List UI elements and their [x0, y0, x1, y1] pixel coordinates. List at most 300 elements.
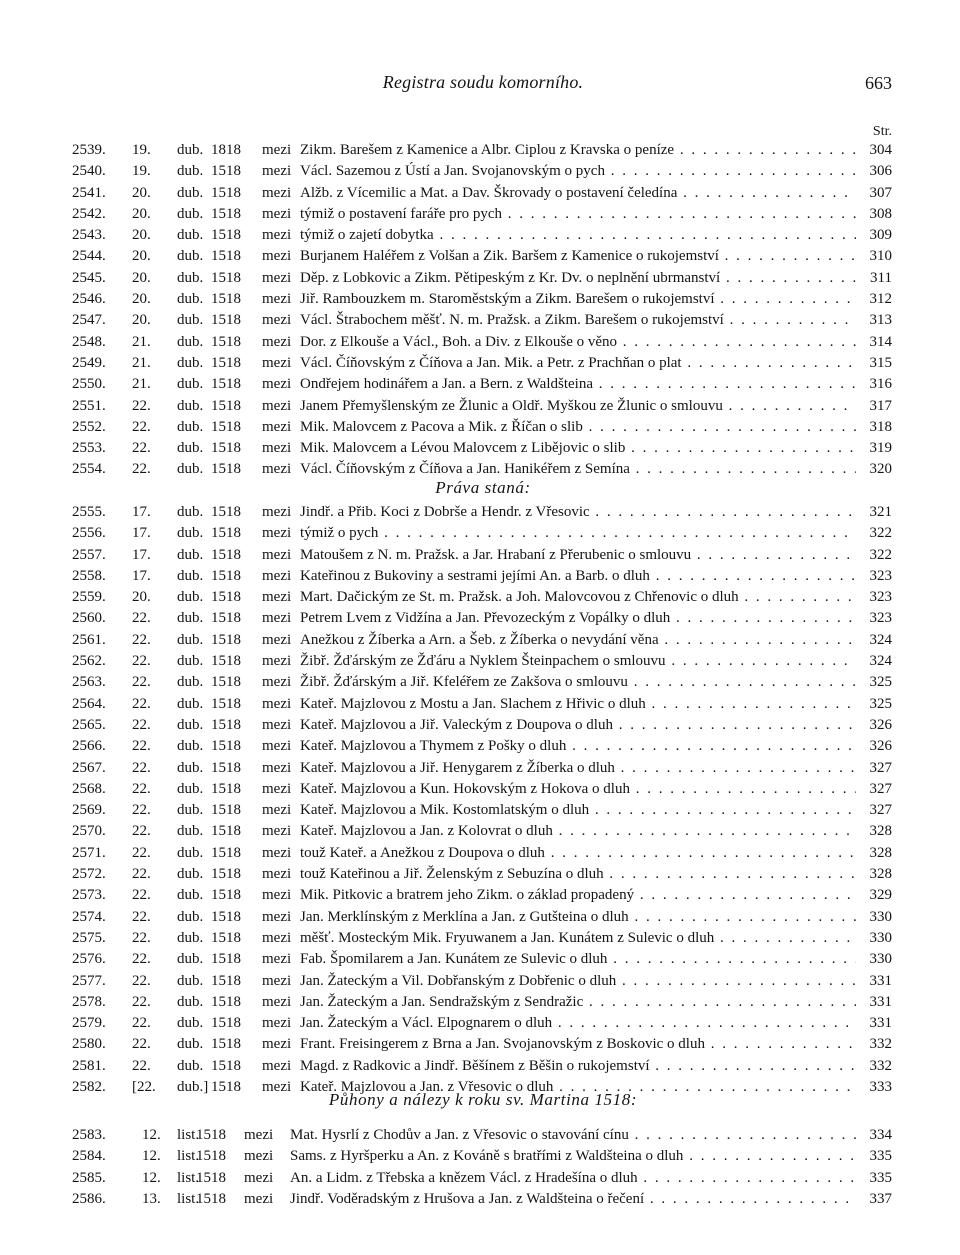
entry-year: 1518 — [211, 525, 241, 542]
entry-month: list. — [177, 1148, 200, 1165]
entry-mezi: mezi — [262, 312, 292, 329]
entry-day: 17. — [132, 504, 151, 520]
entry-mezi: mezi — [262, 908, 292, 925]
entry-year: 1518 — [211, 716, 241, 733]
entry-year: 1518 — [211, 759, 241, 776]
register-entry — [72, 225, 894, 246]
entry-page-ref: 335 — [869, 1148, 892, 1165]
entry-year: 1518 — [211, 780, 241, 797]
entry-page-ref: 315 — [869, 354, 892, 371]
entry-mezi: mezi — [262, 844, 292, 861]
entry-mezi: mezi — [262, 695, 292, 712]
entry-page-ref: 312 — [869, 291, 892, 308]
entry-number: 2550. — [72, 376, 106, 393]
entry-year: 1518 — [211, 546, 241, 563]
entry-list-section-3 — [72, 1125, 894, 1210]
entry-month: dub. — [177, 461, 204, 478]
entry-mezi: mezi — [262, 610, 292, 627]
entry-year: 1518 — [211, 269, 241, 286]
register-entry — [72, 971, 894, 992]
entry-year: 1518 — [211, 397, 241, 414]
entry-number: 2544. — [72, 248, 106, 265]
entry-month: dub. — [177, 227, 204, 244]
entry-list-section-2 — [72, 502, 894, 1098]
entry-day: 20. — [132, 184, 151, 201]
register-entry — [72, 140, 894, 161]
entry-mezi: mezi — [262, 780, 292, 797]
entry-month: dub.] — [177, 1079, 209, 1096]
entry-mezi: mezi — [262, 142, 292, 158]
entry-parties: touž Kateř. a Anežkou z Doupova o dluh . . . — [300, 843, 856, 864]
entry-day: 20. — [132, 269, 151, 286]
entry-parties: Fab. Špomilarem a Jan. Kunátem ze Sulevic o dluh . . . — [300, 949, 856, 970]
entry-parties: týmiž o pych . . . — [300, 523, 856, 544]
entry-number: 2566. — [72, 738, 106, 755]
entry-number: 2543. — [72, 227, 106, 244]
register-entry — [72, 353, 894, 374]
entry-day: 22. — [132, 1057, 151, 1074]
register-entry — [72, 928, 894, 949]
entry-parties: Mik. Pitkovic a bratrem jeho Zikm. o základ propadený . . . — [300, 885, 856, 906]
entry-year: 1518 — [211, 674, 241, 691]
entry-page-ref: 306 — [869, 163, 892, 180]
register-entry — [72, 204, 894, 225]
entry-parties: touž Kateřinou a Jiř. Želenským z Sebuzína o dluh . . . — [300, 864, 856, 885]
entry-year: 1518 — [211, 631, 241, 648]
section-heading-prava-stana: Práva staná: — [435, 478, 531, 497]
entry-month: dub. — [177, 567, 204, 584]
entry-month: list. — [177, 1127, 200, 1143]
register-entry — [72, 1034, 894, 1055]
register-entry — [72, 545, 894, 566]
entry-month: dub. — [177, 844, 204, 861]
entry-mezi: mezi — [244, 1148, 274, 1165]
entry-year: 1518 — [211, 461, 241, 478]
entry-page-ref: 324 — [869, 653, 892, 670]
entry-month: dub. — [177, 823, 204, 840]
entry-month: list. — [177, 1190, 200, 1207]
entry-number: 2553. — [72, 440, 106, 457]
entry-parties: Mik. Malovcem a Lévou Malovcem z Liběјovic o slib . . . — [300, 438, 856, 459]
entry-parties: Dor. z Elkouše a Václ., Boh. a Div. z Elkouše o věno . . . — [300, 332, 856, 353]
entry-number: 2570. — [72, 823, 106, 840]
entry-day: 22. — [132, 993, 151, 1010]
entry-day: 22. — [132, 823, 151, 840]
entry-parties: Sams. z Hyršperku a An. z Kováně s bratřími z Waldšteina o dluh . . . — [290, 1146, 856, 1167]
entry-month: dub. — [177, 674, 204, 691]
entry-mezi: mezi — [262, 631, 292, 648]
entry-number: 2568. — [72, 780, 106, 797]
entry-day: 22. — [132, 1036, 151, 1053]
entry-number: 2571. — [72, 844, 106, 861]
register-entry — [72, 992, 894, 1013]
entry-parties: Mat. Hysrlí z Chodův a Jan. z Vřesovic o stavování cínu . . . — [290, 1125, 856, 1146]
entry-mezi: mezi — [244, 1169, 274, 1186]
entry-year: 1518 — [211, 248, 241, 265]
page-header — [72, 72, 894, 102]
entry-mezi: mezi — [262, 546, 292, 563]
entry-number: 2555. — [72, 504, 106, 520]
entry-mezi: mezi — [262, 653, 292, 670]
entry-month: dub. — [177, 866, 204, 883]
entry-year: 1518 — [211, 802, 241, 819]
entry-year: 1518 — [211, 376, 241, 393]
register-entry — [72, 246, 894, 267]
entry-page-ref: 304 — [869, 142, 892, 158]
entry-year: 1518 — [211, 972, 241, 989]
entry-month: dub. — [177, 716, 204, 733]
entry-month: dub. — [177, 142, 204, 158]
entry-mezi: mezi — [262, 440, 292, 457]
entry-mezi: mezi — [262, 376, 292, 393]
entry-page-ref: 331 — [869, 993, 892, 1010]
entry-day: 20. — [132, 291, 151, 308]
entry-day: 22. — [132, 929, 151, 946]
entry-year: 1518 — [211, 738, 241, 755]
entry-mezi: mezi — [262, 1057, 292, 1074]
entry-year: 1518 — [211, 205, 241, 222]
entry-page-ref: 337 — [869, 1190, 892, 1207]
entry-number: 2557. — [72, 546, 106, 563]
entry-day: [22. — [132, 1079, 156, 1096]
entry-month: dub. — [177, 354, 204, 371]
entry-day: 22. — [132, 716, 151, 733]
entry-day: 19. — [132, 142, 151, 158]
register-entry — [72, 587, 894, 608]
entry-page-ref: 329 — [869, 887, 892, 904]
entry-parties: Kateř. Majzlovou a Kun. Hokovským z Hokova o dluh . . . — [300, 779, 856, 800]
entry-mezi: mezi — [262, 291, 292, 308]
entry-day: 22. — [132, 908, 151, 925]
entry-day: 20. — [132, 589, 151, 606]
entry-mezi: mezi — [262, 1015, 292, 1032]
register-entry — [72, 715, 894, 736]
entry-mezi: mezi — [262, 163, 292, 180]
register-entry — [72, 310, 894, 331]
entry-number: 2579. — [72, 1015, 106, 1032]
entry-page-ref: 309 — [869, 227, 892, 244]
entry-page-ref: 321 — [869, 504, 892, 520]
entry-parties: Žibř. Žďárským ze Žďáru a Nyklem Šteinpachem o smlouvu . . . — [300, 651, 856, 672]
entry-parties: Václ. Štrabochem měšť. N. m. Pražsk. a Zikm. Barešem o rukojemství . . . — [300, 310, 856, 331]
entry-year: 1518 — [211, 163, 241, 180]
entry-number: 2581. — [72, 1057, 106, 1074]
entry-year: 1518 — [211, 823, 241, 840]
register-entry — [72, 502, 894, 523]
entry-parties: Děp. z Lobkovic a Zikm. Pětipeským z Kr. Dv. o neplnění ubrmanství . . . — [300, 268, 856, 289]
entry-parties: Kateř. Majzlovou a Jan. z Kolovrat o dluh . . . — [300, 821, 856, 842]
entry-month: list. — [177, 1169, 200, 1186]
entry-page-ref: 328 — [869, 844, 892, 861]
register-entry — [72, 268, 894, 289]
entry-month: dub. — [177, 908, 204, 925]
entry-page-ref: 314 — [869, 333, 892, 350]
entry-year: 1518 — [196, 1127, 226, 1143]
entry-mezi: mezi — [262, 716, 292, 733]
entry-page-ref: 323 — [869, 610, 892, 627]
entry-page-ref: 316 — [869, 376, 892, 393]
entry-day: 22. — [132, 695, 151, 712]
entry-page-ref: 317 — [869, 397, 892, 414]
entry-day: 20. — [132, 227, 151, 244]
entry-year: 1518 — [211, 1036, 241, 1053]
entry-list-section-1 — [72, 140, 894, 481]
register-entry — [72, 694, 894, 715]
entry-page-ref: 330 — [869, 908, 892, 925]
entry-year: 1518 — [211, 610, 241, 627]
register-entry — [72, 608, 894, 629]
entry-month: dub. — [177, 695, 204, 712]
entry-day: 17. — [132, 525, 151, 542]
entry-mezi: mezi — [244, 1127, 274, 1143]
entry-number: 2556. — [72, 525, 106, 542]
entry-month: dub. — [177, 738, 204, 755]
register-entry — [72, 630, 894, 651]
entry-parties: Janem Přemyšlenským ze Žlunic a Oldř. Myškou ze Žlunic o smlouvu . . . — [300, 396, 856, 417]
entry-month: dub. — [177, 312, 204, 329]
entry-page-ref: 320 — [869, 461, 892, 478]
entry-month: dub. — [177, 653, 204, 670]
entry-page-ref: 325 — [869, 695, 892, 712]
entry-day: 22. — [132, 1015, 151, 1032]
entry-number: 2574. — [72, 908, 106, 925]
entry-number: 2541. — [72, 184, 106, 201]
entry-number: 2577. — [72, 972, 106, 989]
entry-day: 13. — [142, 1190, 161, 1207]
entry-page-ref: 322 — [869, 525, 892, 542]
entry-parties: Jindř. a Přib. Koci z Dobrše a Hendr. z Vřesovic . . . — [300, 502, 856, 523]
entry-parties: Václ. Sazemou z Ústí a Jan. Svojanovským o pych . . . — [300, 161, 856, 182]
entry-mezi: mezi — [262, 418, 292, 435]
entry-day: 22. — [132, 631, 151, 648]
entry-number: 2559. — [72, 589, 106, 606]
entry-parties: Kateř. Majzlovou a Thymem z Pošky o dluh . . . — [300, 736, 856, 757]
entry-day: 21. — [132, 376, 151, 393]
entry-mezi: mezi — [262, 589, 292, 606]
entry-page-ref: 319 — [869, 440, 892, 457]
register-entry — [72, 523, 894, 544]
entry-page-ref: 328 — [869, 866, 892, 883]
entry-page-ref: 328 — [869, 823, 892, 840]
entry-month: dub. — [177, 780, 204, 797]
entry-mezi: mezi — [262, 759, 292, 776]
entry-year: 1518 — [211, 227, 241, 244]
entry-parties: Jan. Žateckým a Jan. Sendražským z Sendražic . . . — [300, 992, 856, 1013]
entry-parties: Jan. Žateckým a Václ. Elpognarem o dluh . . . — [300, 1013, 856, 1034]
entry-number: 2561. — [72, 631, 106, 648]
entry-number: 2539. — [72, 142, 106, 158]
entry-number: 2576. — [72, 951, 106, 968]
entry-parties: týmiž o zajetí dobytka . . . — [300, 225, 856, 246]
entry-page-ref: 322 — [869, 546, 892, 563]
entry-number: 2546. — [72, 291, 106, 308]
entry-day: 22. — [132, 653, 151, 670]
entry-number: 2564. — [72, 695, 106, 712]
register-entry — [72, 1168, 894, 1189]
entry-day: 12. — [142, 1169, 161, 1186]
entry-day: 19. — [132, 163, 151, 180]
entry-year: 1518 — [211, 653, 241, 670]
entry-page-ref: 327 — [869, 759, 892, 776]
register-entry — [72, 438, 894, 459]
register-entry — [72, 1056, 894, 1077]
entry-year: 1518 — [211, 993, 241, 1010]
entry-mezi: mezi — [262, 823, 292, 840]
entry-day: 22. — [132, 610, 151, 627]
entry-parties: Václ. Číňovským z Číňova a Jan. Mik. a Petr. z Prachňan o plat . . . — [300, 353, 856, 374]
entry-day: 20. — [132, 248, 151, 265]
entry-number: 2583. — [72, 1127, 106, 1143]
entry-year: 1518 — [211, 418, 241, 435]
entry-page-ref: 324 — [869, 631, 892, 648]
entry-number: 2575. — [72, 929, 106, 946]
entry-parties: Ondřejem hodinářem a Jan. a Bern. z Waldšteina . . . — [300, 374, 856, 395]
entry-year: 1518 — [211, 333, 241, 350]
entry-month: dub. — [177, 972, 204, 989]
entry-day: 22. — [132, 887, 151, 904]
entry-month: dub. — [177, 631, 204, 648]
entry-parties: Frant. Freisingerem z Brna a Jan. Svojanovským z Boskovic o dluh . . . — [300, 1034, 856, 1055]
entry-day: 22. — [132, 440, 151, 457]
entry-page-ref: 313 — [869, 312, 892, 329]
entry-parties: Václ. Číňovským z Číňova a Jan. Hanikéřem z Semína . . . — [300, 459, 856, 480]
entry-day: 20. — [132, 312, 151, 329]
entry-day: 22. — [132, 780, 151, 797]
entry-mezi: mezi — [262, 802, 292, 819]
entry-number: 2551. — [72, 397, 106, 414]
entry-parties: Jiř. Rambouzkem m. Staroměstským a Zikm. Barešem o rukojemství . . . — [300, 289, 856, 310]
entry-mezi: mezi — [262, 738, 292, 755]
entry-mezi: mezi — [262, 866, 292, 883]
entry-mezi: mezi — [262, 461, 292, 478]
entry-mezi: mezi — [262, 504, 292, 520]
entry-year: 1518 — [211, 1057, 241, 1074]
entry-number: 2548. — [72, 333, 106, 350]
entry-year: 1818 — [211, 142, 241, 158]
register-entry — [72, 907, 894, 928]
entry-mezi: mezi — [262, 205, 292, 222]
entry-day: 17. — [132, 546, 151, 563]
entry-month: dub. — [177, 546, 204, 563]
entry-parties: Jan. Žateckým a Vil. Dobřanským z Dobřenic o dluh . . . — [300, 971, 856, 992]
entry-month: dub. — [177, 1057, 204, 1074]
entry-parties: Zikm. Barešem z Kamenice a Albr. Ciplou z Kravska o peníze . . . — [300, 140, 856, 161]
entry-year: 1518 — [211, 695, 241, 712]
entry-page-ref: 327 — [869, 780, 892, 797]
entry-mezi: mezi — [262, 674, 292, 691]
entry-page-ref: 327 — [869, 802, 892, 819]
entry-number: 2549. — [72, 354, 106, 371]
register-entry — [72, 800, 894, 821]
entry-mezi: mezi — [262, 887, 292, 904]
entry-year: 1518 — [196, 1148, 226, 1165]
entry-day: 20. — [132, 205, 151, 222]
entry-number: 2582. — [72, 1079, 106, 1096]
entry-day: 22. — [132, 802, 151, 819]
entry-year: 1518 — [211, 929, 241, 946]
entry-year: 1518 — [211, 866, 241, 883]
entry-parties: Mik. Malovcem z Pacova a Mik. z Říčan o slib . . . — [300, 417, 856, 438]
register-entry — [72, 1013, 894, 1034]
entry-number: 2572. — [72, 866, 106, 883]
entry-number: 2580. — [72, 1036, 106, 1053]
entry-page-ref: 325 — [869, 674, 892, 691]
entry-number: 2562. — [72, 653, 106, 670]
entry-mezi: mezi — [244, 1190, 274, 1207]
section-heading-puhony: Půhony a nálezy k roku sv. Martina 1518: — [328, 1090, 638, 1109]
page-number: 663 — [865, 73, 892, 93]
entry-month: dub. — [177, 333, 204, 350]
register-entry — [72, 885, 894, 906]
entry-number: 2578. — [72, 993, 106, 1010]
entry-number: 2567. — [72, 759, 106, 776]
entry-mezi: mezi — [262, 184, 292, 201]
entry-parties: Kateř. Majzlovou a Jan. z Vřesovic o dluh . . . — [300, 1077, 856, 1098]
entry-month: dub. — [177, 929, 204, 946]
entry-parties: An. a Lidm. z Třebska a knězem Václ. z Hradešína o dluh . . . — [290, 1168, 856, 1189]
entry-parties: Kateřinou z Bukoviny a sestrami jejími An. a Barb. o dluh . . . — [300, 566, 856, 587]
entry-mezi: mezi — [262, 1036, 292, 1053]
entry-year: 1518 — [211, 354, 241, 371]
entry-mezi: mezi — [262, 227, 292, 244]
register-entry — [72, 843, 894, 864]
entry-number: 2586. — [72, 1190, 106, 1207]
entry-number: 2547. — [72, 312, 106, 329]
entry-month: dub. — [177, 376, 204, 393]
entry-year: 1518 — [211, 567, 241, 584]
entry-number: 2554. — [72, 461, 106, 478]
entry-day: 12. — [142, 1148, 161, 1165]
entry-number: 2565. — [72, 716, 106, 733]
entry-day: 22. — [132, 866, 151, 883]
entry-parties: Alžb. z Vícemilic a Mat. a Dav. Škrovady o postavení čeledína . . . — [300, 183, 856, 204]
entry-month: dub. — [177, 951, 204, 968]
entry-year: 1518 — [211, 312, 241, 329]
entry-number: 2552. — [72, 418, 106, 435]
entry-number: 2540. — [72, 163, 106, 180]
entry-day: 21. — [132, 354, 151, 371]
entry-month: dub. — [177, 759, 204, 776]
register-entry — [72, 161, 894, 182]
register-entry — [72, 417, 894, 438]
entry-month: dub. — [177, 589, 204, 606]
register-entry — [72, 651, 894, 672]
entry-page-ref: 330 — [869, 951, 892, 968]
entry-number: 2563. — [72, 674, 106, 691]
register-entry — [72, 183, 894, 204]
entry-parties: Mart. Dačickým ze St. m. Pražsk. a Joh. Malovcovou z Chřenovic o dluh . . . — [300, 587, 856, 608]
entry-parties: měšť. Mosteckým Mik. Fryuwanem a Jan. Kunátem z Sulevic o dluh . . . — [300, 928, 856, 949]
entry-page-ref: 323 — [869, 567, 892, 584]
entry-page-ref: 334 — [869, 1127, 892, 1143]
entry-page-ref: 331 — [869, 1015, 892, 1032]
entry-year: 1518 — [211, 887, 241, 904]
entry-mezi: mezi — [262, 951, 292, 968]
entry-day: 12. — [142, 1127, 161, 1143]
entry-parties: Petrem Lvem z Vidžína a Jan. Převozeckým z Vopálky o dluh . . . — [300, 608, 856, 629]
entry-parties: Kateř. Majzlovou a Jiř. Henygarem z Žíberka o dluh . . . — [300, 758, 856, 779]
entry-parties: týmiž o postavení faráře pro pych . . . — [300, 204, 856, 225]
register-entry — [72, 566, 894, 587]
entry-parties: Jan. Merklínským z Merklína a Jan. z Gutšteina o dluh . . . — [300, 907, 856, 928]
entry-page-ref: 318 — [869, 418, 892, 435]
entry-year: 1518 — [211, 589, 241, 606]
entry-parties: Žibř. Žďárským a Jiř. Kfeléřem ze Zakšova o smlouvu . . . — [300, 672, 856, 693]
register-entry — [72, 821, 894, 842]
entry-year: 1518 — [211, 184, 241, 201]
entry-page-ref: 311 — [870, 269, 892, 286]
entry-page-ref: 330 — [869, 929, 892, 946]
